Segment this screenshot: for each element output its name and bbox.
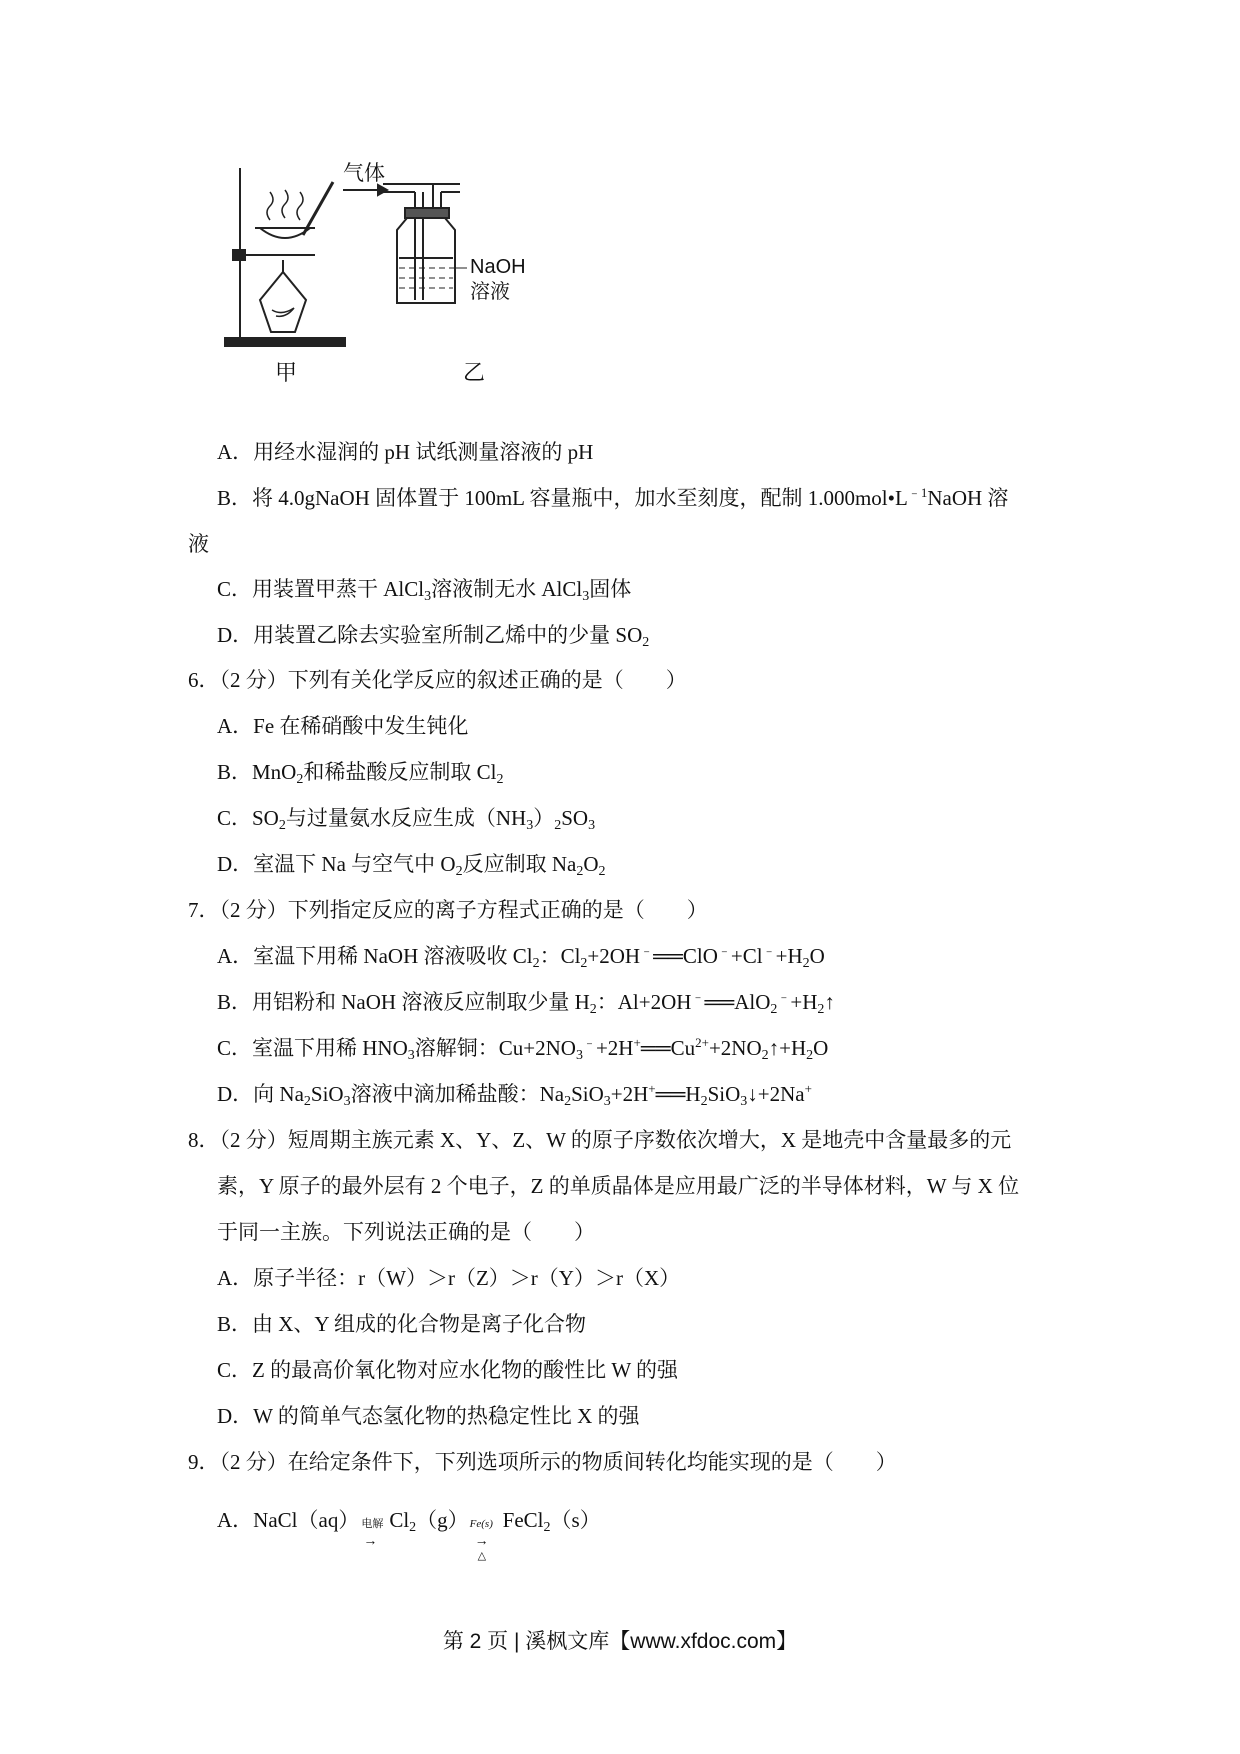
q5-option-b (217, 484, 1008, 512)
q6-option-b (217, 758, 503, 786)
sub: 2 (589, 1002, 597, 1017)
q9-stem-text: 9．（2 分）在给定条件下，下列选项所示的物质间转化均能实现的是（ ） (188, 1450, 897, 1474)
q8-a-text: A．原子半径：r（W）＞r（Z）＞r（Y）＞r（X） (217, 1266, 681, 1290)
q8-stem-line-2 (217, 1172, 1019, 1200)
sub: 2 (770, 1002, 778, 1017)
apparatus-figure (215, 160, 595, 400)
sub: 2 (543, 1520, 551, 1535)
q8-option-d (217, 1402, 640, 1430)
q7-c-text: O (813, 1036, 829, 1060)
q6-c-text-4: SO (561, 806, 589, 830)
arrow-label-bottom: △ (477, 1550, 487, 1562)
q6-c-text-3: ） (533, 806, 555, 830)
page-footer (0, 1625, 1240, 1655)
sub: 2 (564, 1094, 572, 1109)
q5-b-cont: 液 (188, 532, 209, 556)
sup: ﹣ (691, 989, 705, 1004)
sub: 2 (554, 818, 562, 833)
sub: 2 (303, 1094, 311, 1109)
q6-c-text-2: 与过量氨水反应生成（NH (285, 806, 527, 830)
q5-option-b-continued (188, 530, 209, 558)
q6-stem (188, 666, 687, 694)
q6-c-text-1: C．SO (217, 806, 279, 830)
naoh-label: NaOH (470, 256, 526, 278)
sub: 3 (740, 1094, 748, 1109)
q7-a-text: A．室温下用稀 NaOH 溶液吸收 Cl (217, 944, 533, 968)
equals-sign: ══ (704, 990, 735, 1014)
q9-a-text: Cl (389, 1508, 410, 1532)
q5-b-text-1: B．将 4.0gNaOH 固体置于 100mL 容量瓶中，加水至刻度，配制 1.000mol•L (217, 486, 908, 510)
sub: 3 (424, 589, 432, 604)
sup: ﹣ (717, 943, 731, 958)
caption-jia: 甲 (275, 361, 298, 386)
q7-option-c (217, 1034, 828, 1062)
q6-d-text-2: 反应制取 Na (462, 852, 577, 876)
equals-sign: ══ (640, 1036, 671, 1060)
q8-option-a (217, 1264, 680, 1292)
q7-a-text: ：Cl (539, 944, 581, 968)
q7-c-text: +2H (595, 1036, 634, 1060)
q5-option-a (217, 438, 593, 466)
caption-yi: 乙 (463, 361, 486, 386)
q8-stem-text: 于同一主族。下列说法正确的是（ ） (217, 1220, 595, 1244)
q6-option-c (217, 804, 595, 832)
q7-d-text: SiO (310, 1082, 344, 1106)
q7-b-text: B．用铝粉和 NaOH 溶液反应制取少量 H (217, 990, 590, 1014)
q7-a-text: O (809, 944, 825, 968)
q7-d-text: D．向 Na (217, 1082, 304, 1106)
q8-stem-line-3 (217, 1218, 595, 1246)
q6-d-text-3: O (583, 852, 599, 876)
sub: 2 (817, 1002, 825, 1017)
equals-sign: ══ (655, 1082, 686, 1106)
sub: 2 (296, 772, 304, 787)
sup: ﹣ (640, 943, 654, 958)
sub: 3 (526, 818, 534, 833)
sup: + (804, 1081, 812, 1096)
q6-b-text-2: 和稀盐酸反应制取 Cl (303, 760, 497, 784)
arrow-label-top: Fe(s) (469, 1518, 493, 1530)
q7-a-text: +Cl (730, 944, 763, 968)
q9-a-text: （s） (550, 1508, 601, 1532)
q6-option-a (217, 712, 468, 740)
apparatus-jia (225, 168, 345, 346)
sup: ﹣ (762, 943, 776, 958)
q8-b-text: B．由 X、Y 组成的化合物是离子化合物 (217, 1312, 587, 1336)
sup: ﹣ (582, 1035, 596, 1050)
q7-c-text: +2NO (708, 1036, 762, 1060)
sub: 2 (700, 1094, 708, 1109)
right-arrow-icon: → (474, 1534, 489, 1549)
q9-a-text: （g） (416, 1508, 469, 1532)
footer-text: 第 2 页 | 溪枫文库【www.xfdoc.com】 (442, 1630, 798, 1653)
q7-d-text: 溶液中滴加稀盐酸：Na (350, 1082, 565, 1106)
q7-c-text: C．室温下用稀 HNO (217, 1036, 408, 1060)
q7-b-text: ：Al+2OH (596, 990, 692, 1014)
arrow-label-top: 电解 (361, 1518, 384, 1530)
q8-stem-text: 素，Y 原子的最外层有 2 个电子，Z 的单质晶体是应用最广泛的半导体材料，W 与 X 位 (217, 1174, 1020, 1198)
q5-option-d (217, 621, 649, 649)
sub: 3 (407, 1048, 415, 1063)
sub: 3 (582, 589, 590, 604)
q7-b-text: AlO (734, 990, 771, 1014)
q5-c-text-2: 溶液制无水 AlCl (431, 577, 583, 601)
sub: 2 (496, 772, 504, 787)
sub: 2 (455, 864, 463, 879)
q7-a-text: ClO (682, 944, 718, 968)
sub: 2 (580, 956, 588, 971)
electrolysis-arrow (359, 1506, 389, 1549)
q5-c-text-1: C．用装置甲蒸干 AlCl (217, 577, 425, 601)
q7-option-d (217, 1080, 812, 1108)
q6-b-text-1: B．MnO (217, 760, 297, 784)
equals-sign: ══ (653, 944, 683, 968)
q8-stem-text: 8．（2 分）短周期主族元素 X、Y、Z、W 的原子序数依次增大，X 是地壳中含量最多的元 (188, 1128, 1012, 1152)
q7-option-b (217, 988, 835, 1016)
sub: 2 (642, 635, 650, 650)
sub: 2 (806, 1048, 814, 1063)
sub: 2 (532, 956, 540, 971)
q8-option-c (217, 1356, 678, 1384)
q7-option-a (217, 942, 825, 970)
sub: 2 (598, 864, 606, 879)
q5-b-sup: ﹣1 (907, 485, 928, 500)
solution-label: 溶液 (470, 279, 510, 303)
q5-b-text-2: NaOH 溶 (927, 486, 1009, 510)
q8-stem-line-1 (188, 1126, 1011, 1154)
q9-stem (188, 1448, 897, 1476)
q6-d-text-1: D．室温下 Na 与空气中 O (217, 852, 456, 876)
q7-d-text: H (685, 1082, 701, 1106)
q9-a-text: FeCl (502, 1508, 544, 1532)
q7-c-text: Cu (670, 1036, 696, 1060)
sub: 2 (409, 1520, 417, 1535)
right-arrow-icon: → (363, 1534, 378, 1549)
sup: ﹣ (777, 989, 791, 1004)
q8-d-text: D．W 的简单气态氢化物的热稳定性比 X 的强 (217, 1404, 640, 1428)
q7-stem (188, 896, 708, 924)
sub: 3 (343, 1094, 351, 1109)
q5-option-c (217, 575, 631, 603)
q7-b-text: +H (790, 990, 818, 1014)
sup: 2+ (695, 1035, 709, 1050)
q7-c-text: ↑+H (768, 1036, 807, 1060)
sub: 2 (761, 1048, 769, 1063)
sup: + (633, 1035, 641, 1050)
q7-a-text: +2OH (587, 944, 641, 968)
q7-c-text: 溶解铜：Cu+2NO (414, 1036, 576, 1060)
gas-label: 气体 (343, 161, 385, 185)
sub: 2 (802, 956, 810, 971)
q5-option-a-text: A．用经水湿润的 pH 试纸测量溶液的 pH (217, 440, 594, 464)
sub: 2 (576, 864, 584, 879)
sup: + (648, 1081, 656, 1096)
sub: 3 (588, 818, 596, 833)
q6-option-d (217, 850, 606, 878)
q7-d-text: +2H (610, 1082, 649, 1106)
sub: 2 (278, 818, 286, 833)
q8-c-text: C．Z 的最高价氧化物对应水化物的酸性比 W 的强 (217, 1358, 679, 1382)
q8-option-b (217, 1310, 586, 1338)
q7-d-text: ↓+2Na (747, 1082, 805, 1106)
apparatus-yi (343, 184, 467, 303)
fe-heating-arrow (469, 1506, 503, 1562)
q7-b-text: ↑ (824, 990, 835, 1014)
q6-a-text: A．Fe 在稀硝酸中发生钝化 (217, 714, 469, 738)
q7-d-text: SiO (571, 1082, 604, 1106)
q5-d-text-1: D．用装置乙除去实验室所制乙烯中的少量 SO (217, 623, 643, 647)
q9-a-text: A．NaCl（aq） (217, 1508, 360, 1532)
sub: 3 (603, 1094, 611, 1109)
sub: 3 (575, 1048, 583, 1063)
q5-c-text-3: 固体 (589, 577, 632, 601)
q9-option-a (217, 1506, 601, 1562)
q6-stem-text: 6．（2 分）下列有关化学反应的叙述正确的是（ ） (188, 668, 687, 692)
q7-d-text: SiO (707, 1082, 741, 1106)
q7-a-text: +H (775, 944, 803, 968)
q7-stem-text: 7．（2 分）下列指定反应的离子方程式正确的是（ ） (188, 898, 708, 922)
